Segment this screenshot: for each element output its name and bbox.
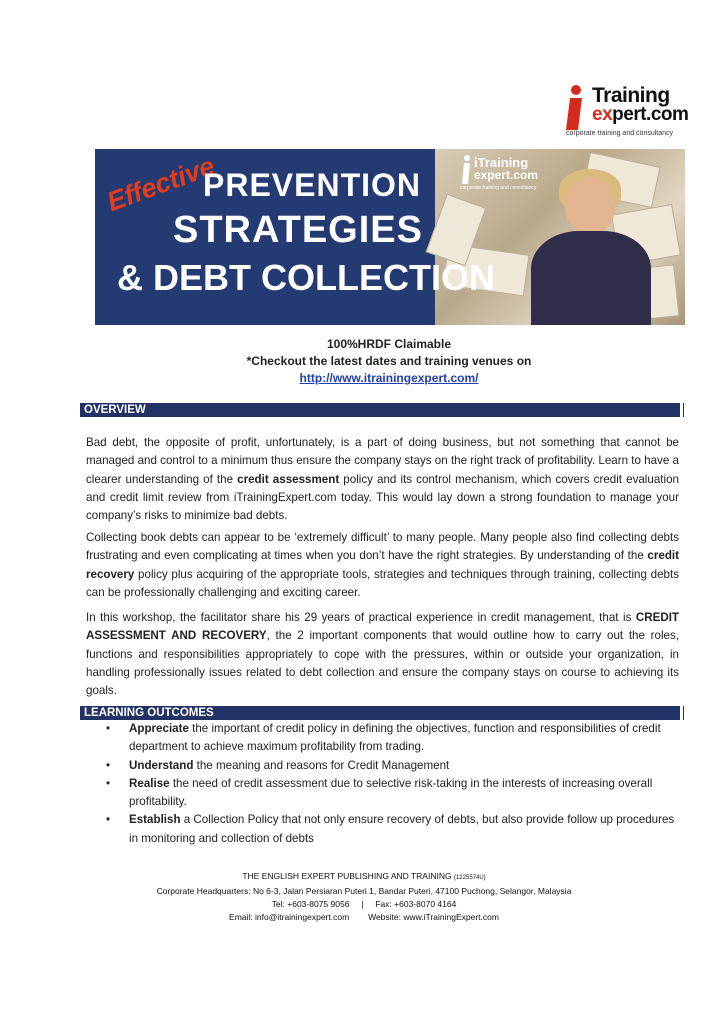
banner-logo: iTraining expert.com corporate training and consultancy	[460, 155, 539, 191]
i-logo-icon	[562, 84, 588, 132]
banner-strategies: STRATEGIES	[173, 209, 423, 251]
bullet-icon: •	[106, 758, 111, 772]
website-link[interactable]: http://www.itrainingexpert.com/	[299, 371, 479, 385]
footer-contact: Email: info@itrainingexpert.com Website: www.iTrainingExpert.com	[229, 912, 499, 922]
learning-outcomes-heading: LEARNING OUTCOMES	[80, 706, 684, 720]
overview-paragraph-2: Collecting book debts can appear to be ‘extremely difficult’ to many people. Many people also find collecting debts frustrating and even complicating at times when you don’t have the right strategies. By understanding of the credit recovery policy plus acquiring of the appropriate tools, strategies and techniques through training, collecting debts can be professionally challenging and exciting career.	[86, 531, 679, 599]
footer-phone: Tel: +603-8075 9056 | Fax: +603-8070 4164	[271, 899, 457, 909]
woman-figure	[565, 177, 615, 233]
brand-logo	[562, 82, 702, 142]
overview-heading: OVERVIEW	[80, 403, 684, 417]
bullet-icon: •	[106, 776, 111, 790]
list-item: • Establish a Collection Policy that not only ensure recovery of debts, but also provide follow up procedures in monitoring and collection of debts	[106, 813, 675, 845]
banner-effective: Effective	[103, 150, 219, 218]
overview-paragraph-1: Bad debt, the opposite of profit, unfortunately, is a part of doing business, but not something that cannot be managed and control to a minimum thus ensure the company stays on the right track of profitability. Learn to have a clearer understanding of the credit assessment policy and its control mechanism, which covers credit evaluation and credit limit review from iTrainingExpert.com today. This would lay down a strong foundation to manage your company’s risks to minimize bad debts.	[86, 436, 679, 523]
logo-line1: Training	[592, 84, 670, 107]
overview-paragraph-3: In this workshop, the facilitator share his 29 years of practical experience in credit management, that is CREDIT ASSESSMENT AND RECOVERY, the 2 important components that would outline how to carry out the roles, functions and responsibilities appropriately to cope with the pressures, within or outside your organization, in handling professionally issues related to debt collection and ensure the company stays on course to achieving its goals.	[86, 611, 679, 698]
hrdf-claimable: 100%HRDF Claimable	[326, 337, 452, 351]
footer-company: THE ENGLISH EXPERT PUBLISHING AND TRAINING (1225574U)	[242, 871, 486, 881]
course-banner	[95, 149, 685, 325]
learning-outcomes-list	[86, 720, 686, 848]
list-item: • Appreciate the important of credit policy in defining the objectives, function and responsibilities of credit department to achieve maximum profitability from trading.	[106, 722, 661, 754]
banner-debt-collection: & DEBT COLLECTION	[117, 257, 495, 298]
bullet-icon: •	[106, 722, 111, 735]
i-logo-icon	[460, 155, 472, 185]
logo-tagline: corporate training and consultancy	[566, 130, 674, 137]
list-item: • Realise the need of credit assessment due to selective risk-taking in the interests of increasing overall profitability.	[106, 776, 653, 809]
bullet-icon: •	[106, 813, 111, 827]
checkout-note: *Checkout the latest dates and training venues on	[246, 354, 532, 368]
list-item: • Understand the meaning and reasons for Credit Management	[86, 757, 686, 775]
footer-address: Corporate Headquarters: No 6-3, Jalan Persiaran Puteri 1, Bandar Puteri, 47100 Puchong, Selangor, Malaysia	[156, 886, 572, 896]
banner-prevention: PREVENTION	[203, 167, 422, 203]
logo-line2: expert.com	[592, 104, 689, 125]
